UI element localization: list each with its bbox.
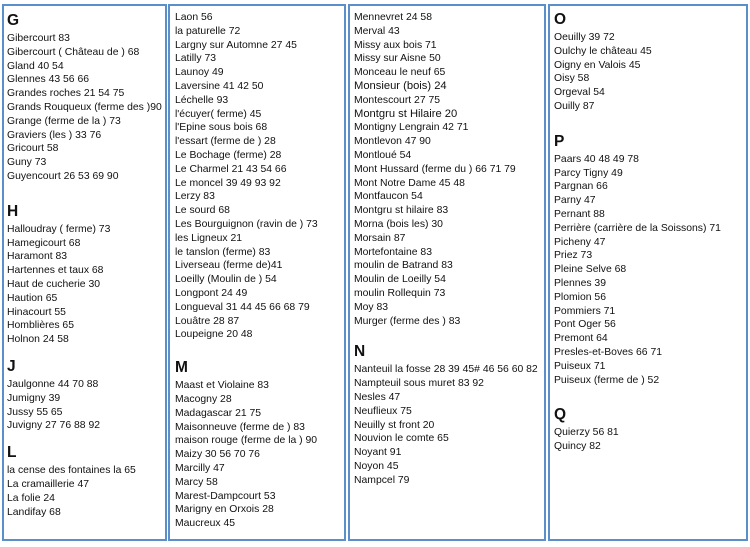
index-section [7,358,165,433]
index-entry: Mont Notre Dame 45 48 [354,177,465,189]
section-letter-heading: H [7,202,19,220]
index-entry: Montescourt 27 75 [354,94,441,106]
index-entry: Hartennes et taux 68 [7,265,104,277]
index-entry: Missy sur Aisne 50 [354,53,441,65]
section-spacer [7,184,165,203]
index-entry: Haramont 83 [7,251,68,263]
index-entry: Loupeigne 20 48 [175,329,253,341]
index-entry: Juvigny 27 76 88 92 [7,420,101,432]
section-spacer [554,114,746,133]
index-entry: Oulchy le château 45 [554,45,652,57]
index-entry: La cramaillerie 47 [7,478,90,490]
section-letter-heading: O [554,11,567,28]
index-entry: l'essart (ferme de ) 28 [175,136,276,148]
index-entry: Grange (ferme de la ) 73 [7,115,121,127]
index-entry: Le sourd 68 [175,205,230,217]
section-spacer [354,328,544,343]
index-entry: Macogny 28 [175,393,232,405]
index-entry: Halloudray ( ferme) 73 [7,223,111,235]
index-entry: Neuilly st front 20 [354,419,435,431]
index-entry: Gricourt 58 [7,143,59,155]
section-letter-heading: L [7,444,17,462]
section-spacer [175,342,344,359]
index-section [554,133,746,388]
index-entry: Le moncel 39 49 93 92 [175,177,281,189]
index-entry: Puiseux (ferme de ) 52 [554,374,660,386]
index-entry: Latilly 73 [175,53,217,65]
index-entry: Puiseux 71 [554,360,606,372]
index-entry: Longpont 24 49 [175,287,248,299]
index-entry: Maisonneuve (ferme de ) 83 [175,421,305,433]
index-entry: Oeuilly 39 72 [554,32,615,43]
index-entry: Montfaucon 54 [354,191,423,203]
index-entry: Jumigny 39 [7,392,61,404]
index-entry: Grandes roches 21 54 75 [7,88,125,100]
index-entry: Madagascar 21 75 [175,407,262,419]
index-entry: Laversine 41 42 50 [175,80,264,92]
index-entry: Hinacourt 55 [7,306,66,318]
index-entry: Moy 83 [354,301,389,313]
index-entry: Orgeval 54 [554,87,605,99]
index-entry: Quincy 82 [554,441,601,453]
index-entry: Morsain 87 [354,232,406,244]
index-entry: Louâtre 28 87 [175,315,240,327]
index-entry: Plomion 56 [554,291,606,303]
index-entry: Liverseau (ferme de)41 [175,260,283,272]
section-spacer [7,433,165,444]
index-entry: Jaulgonne 44 70 88 [7,378,99,390]
index-entry: Launoy 49 [175,67,224,79]
index-section [175,11,344,342]
index-entry: Neuflieux 75 [354,405,412,417]
index-entry: Perrière (carrière de la Soissons) 71 [554,222,721,234]
index-entry: Noyon 45 [354,460,399,472]
index-entry: Le Bochage (ferme) 28 [175,149,282,161]
index-entry: Pont Oger 56 [554,319,616,331]
index-entry: moulin Rollequin 73 [354,287,446,299]
index-entry: Mennevret 24 58 [354,12,432,23]
index-entry: maison rouge (ferme de la ) 90 [175,435,318,447]
index-entry: Plennes 39 [554,277,606,289]
index-entry: Monsieur (bois) 24 [354,79,447,92]
index-entry: Nampcel 79 [354,474,410,486]
index-section [354,11,544,328]
index-section [175,359,344,531]
index-entry: Montgru st Hilaire 20 [354,107,458,120]
index-entry: Gibercourt ( Château de ) 68 [7,46,140,58]
index-entry: la cense des fontaines la 65 [7,465,136,477]
index-entry: Paars 40 48 49 78 [554,153,639,165]
index-entry: Glennes 43 56 66 [7,74,90,86]
section-letter-heading: N [354,343,366,361]
index-entry: Monceau le neuf 65 [354,67,446,79]
index-entry: Largny sur Automne 27 45 [175,39,297,51]
section-letter-heading: P [554,132,565,150]
index-entry: Léchelle 93 [175,94,229,106]
index-section [554,11,746,114]
index-entry: Hamegicourt 68 [7,237,81,249]
section-spacer [7,347,165,358]
index-column-1 [2,4,167,541]
index-entry: Premont 64 [554,333,608,345]
index-entry: la paturelle 72 [175,25,241,37]
index-entry: Haut de cucherie 30 [7,278,100,290]
index-entry: Priez 73 [554,250,593,262]
index-entry: Murger (ferme des ) 83 [354,315,461,327]
index-entry: Holnon 24 58 [7,334,69,346]
index-entry: Presles-et-Boves 66 71 [554,346,663,358]
index-section [7,444,165,519]
index-entry: Maizy 30 56 70 76 [175,449,260,461]
index-entry: Ouilly 87 [554,100,595,112]
index-entry: Nouvion le comte 65 [354,433,449,445]
section-letter-heading: Q [554,406,567,424]
index-entry: Landifay 68 [7,506,61,518]
index-entry: Homblières 65 [7,320,74,332]
index-column-3 [348,4,546,541]
index-entry: Guny 73 [7,157,47,169]
index-entry: moulin de Batrand 83 [354,260,453,272]
index-entry: Montlevon 47 90 [354,136,431,148]
index-entry: Parny 47 [554,195,596,207]
index-entry: Maucreux 45 [175,518,236,530]
index-entry: Jussy 55 65 [7,406,63,418]
index-entry: Pleine Selve 68 [554,264,627,276]
index-section [354,343,544,487]
index-column-2 [168,4,346,541]
index-section [7,12,165,184]
section-spacer [554,387,746,406]
index-entry: Mortefontaine 83 [354,246,432,258]
index-entry: Maast et Violaine 83 [175,380,269,392]
index-entry: Le Charmel 21 43 54 66 [175,163,287,175]
index-entry: Montloué 54 [354,149,412,161]
index-entry: l'écuyer( ferme) 45 [175,108,262,120]
index-entry: Oisy 58 [554,73,590,85]
index-entry: Les Bourguignon (ravin de ) 73 [175,218,318,230]
index-entry: Mont Hussard (ferme du ) 66 71 79 [354,163,516,175]
index-entry: Marcy 58 [175,476,218,488]
index-entry: le tanslon (ferme) 83 [175,246,271,258]
index-entry: Longueval 31 44 45 66 68 79 [175,301,310,313]
index-entry: Parcy Tigny 49 [554,167,623,179]
index-entry: Laon 56 [175,12,213,23]
index-entry: les Ligneux 21 [175,232,243,244]
index-entry: Pernant 88 [554,208,605,220]
index-entry: Oigny en Valois 45 [554,59,641,71]
index-entry: Gland 40 54 [7,60,64,72]
index-entry: Montigny Lengrain 42 71 [354,122,469,134]
index-entry: Gibercourt 83 [7,33,70,44]
section-letter-heading: M [175,359,188,377]
index-entry: Lerzy 83 [175,191,215,203]
index-entry: l'Epine sous bois 68 [175,122,268,134]
index-entry: Missy aux bois 71 [354,39,437,51]
index-entry: Moulin de Loeilly 54 [354,274,446,286]
index-entry: Guyencourt 26 53 69 90 [7,170,119,182]
index-entry: Quierzy 56 81 [554,427,619,439]
section-letter-heading: J [7,357,16,375]
index-entry: Loeilly (Moulin de ) 54 [175,274,277,286]
index-entry: Noyant 91 [354,447,402,459]
index-entry: Marcilly 47 [175,462,225,474]
index-entry: Grands Rouqueux (ferme des )90 [7,101,162,113]
index-entry: Graviers (les ) 33 76 [7,129,102,141]
index-entry: Nesles 47 [354,391,401,403]
index-entry: Merval 43 [354,25,400,37]
index-entry: Haution 65 [7,292,58,304]
index-entry: Marest-Dampcourt 53 [175,490,276,502]
index-column-4 [548,4,748,541]
index-entry: Marigny en Orxois 28 [175,504,274,516]
index-entry: Morna (bois les) 30 [354,218,443,230]
index-entry: Nampteuil sous muret 83 92 [354,378,484,390]
section-letter-heading: G [7,12,20,29]
index-entry: Pommiers 71 [554,305,616,317]
index-entry: Montgru st hilaire 83 [354,205,449,217]
index-section [554,406,746,454]
index-entry: Nanteuil la fosse 28 39 45# 46 56 60 82 [354,364,538,376]
index-entry: La folie 24 [7,492,55,504]
index-entry: Picheny 47 [554,236,606,248]
index-section [7,203,165,347]
index-entry: Pargnan 66 [554,181,608,193]
